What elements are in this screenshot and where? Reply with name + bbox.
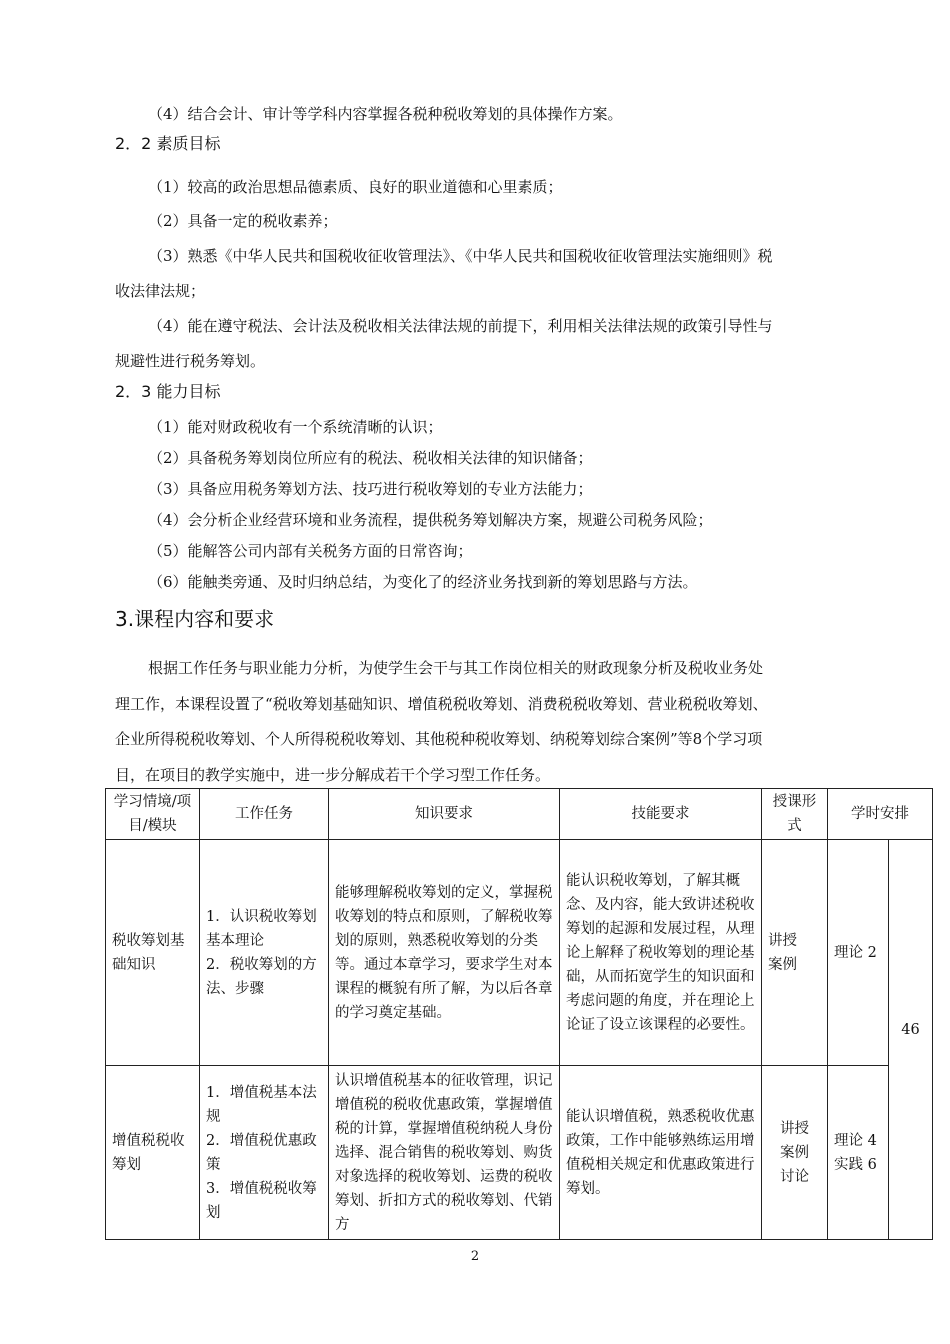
quality-item: （4）能在遵守税法、会计法及税收相关法律法规的前提下，利用相关法律法规的政策引导性与 xyxy=(148,317,773,335)
row-tasks: 1．增值税基本法规 2．增值税优惠政策 3．增值税税收筹划 xyxy=(200,1066,329,1240)
quality-item: （2）具备一定的税收素养； xyxy=(148,212,338,230)
row-hours: 理论 2 xyxy=(828,840,889,1066)
header-hours: 学时安排 xyxy=(828,789,933,840)
section-3-intro-line: 理工作，本课程设置了“税收筹划基础知识、增值税税收筹划、消费税税收筹划、营业税税收筹划、 xyxy=(115,695,768,713)
row-hours: 理论 4 实践 6 xyxy=(828,1066,889,1240)
total-hours: 46 xyxy=(889,840,933,1240)
row-module: 增值税税收筹划 xyxy=(106,1066,200,1240)
header-form: 授课形式 xyxy=(762,789,828,840)
quality-item: （3）熟悉《中华人民共和国税收征收管理法》、《中华人民共和国税收征收管理法实施细则》税 xyxy=(148,247,773,265)
row-module: 税收筹划基础知识 xyxy=(106,840,200,1066)
course-content-table xyxy=(105,788,933,1240)
quality-item-continued: 收法律法规； xyxy=(115,282,206,300)
ability-item: （5）能解答公司内部有关税务方面的日常咨询； xyxy=(148,542,473,560)
row-knowledge: 能够理解税收筹划的定义，掌握税收筹划的特点和原则，了解税收筹划的原则，熟悉税收筹划的分类等。通过本章学习，要求学生对本课程的概貌有所了解，为以后各章的学习奠定基础。 xyxy=(329,840,560,1066)
row-form: 讲授 案例 讨论 xyxy=(762,1066,828,1240)
table-row xyxy=(106,1066,933,1240)
header-skill: 技能要求 xyxy=(560,789,762,840)
quality-item-continued: 规避性进行税务筹划。 xyxy=(115,352,266,370)
section-3-intro-line: 企业所得税税收筹划、个人所得税税收筹划、其他税种税收筹划、纳税筹划综合案例”等8个学习项 xyxy=(115,730,763,748)
header-knowledge: 知识要求 xyxy=(329,789,560,840)
header-module: 学习情境/项目/模块 xyxy=(106,789,200,840)
knowledge-objective-item-4: （4）结合会计、审计等学科内容掌握各税种税收筹划的具体操作方案。 xyxy=(148,105,623,123)
row-skill: 能认识税收筹划，了解其概念、及内容，能大致讲述税收筹划的起源和发展过程，从理论上解释了税收筹划的理论基础，从而拓宽学生的知识面和考虑问题的角度，并在理论上论证了设立该课程的必要性。 xyxy=(560,840,762,1066)
header-task: 工作任务 xyxy=(200,789,329,840)
row-knowledge: 认识增值税基本的征收管理，识记增值税的税收优惠政策，掌握增值税的计算，掌握增值税纳税人身份选择、混合销售的税收筹划、购货对象选择的税收筹划、运费的税收筹划、折扣方式的税收筹划、代销方 xyxy=(329,1066,560,1240)
ability-item: （1）能对财政税收有一个系统清晰的认识； xyxy=(148,418,443,436)
ability-item: （2）具备税务筹划岗位所应有的税法、税收相关法律的知识储备； xyxy=(148,449,593,467)
row-form: 讲授 案例 xyxy=(762,840,828,1066)
table-header-row xyxy=(106,789,933,840)
section-3-intro-line: 目，在项目的教学实施中，进一步分解成若干个学习型工作任务。 xyxy=(115,766,551,784)
row-skill: 能认识增值税，熟悉税收优惠政策，工作中能够熟练运用增值税相关规定和优惠政策进行筹划。 xyxy=(560,1066,762,1240)
ability-item: （4）会分析企业经营环境和业务流程，提供税务筹划解决方案，规避公司税务风险； xyxy=(148,511,713,529)
quality-item: （1）较高的政治思想品德素质、良好的职业道德和心里素质； xyxy=(148,178,563,196)
quality-objectives-heading: 2．2 素质目标 xyxy=(115,134,221,153)
section-3-intro-line: 根据工作任务与职业能力分析，为使学生会干与其工作岗位相关的财政现象分析及税收业务处 xyxy=(148,659,764,677)
row-tasks: 1．认识税收筹划基本理论 2．税收筹划的方法、步骤 xyxy=(200,840,329,1066)
table-row xyxy=(106,840,933,1066)
ability-objectives-heading: 2．3 能力目标 xyxy=(115,382,221,401)
ability-item: （3）具备应用税务筹划方法、技巧进行税收筹划的专业方法能力； xyxy=(148,480,593,498)
ability-item: （6）能触类旁通、及时归纳总结，为变化了的经济业务找到新的筹划思路与方法。 xyxy=(148,573,698,591)
section-3-heading: 3.课程内容和要求 xyxy=(115,607,275,631)
page-number: 2 xyxy=(470,1249,480,1264)
